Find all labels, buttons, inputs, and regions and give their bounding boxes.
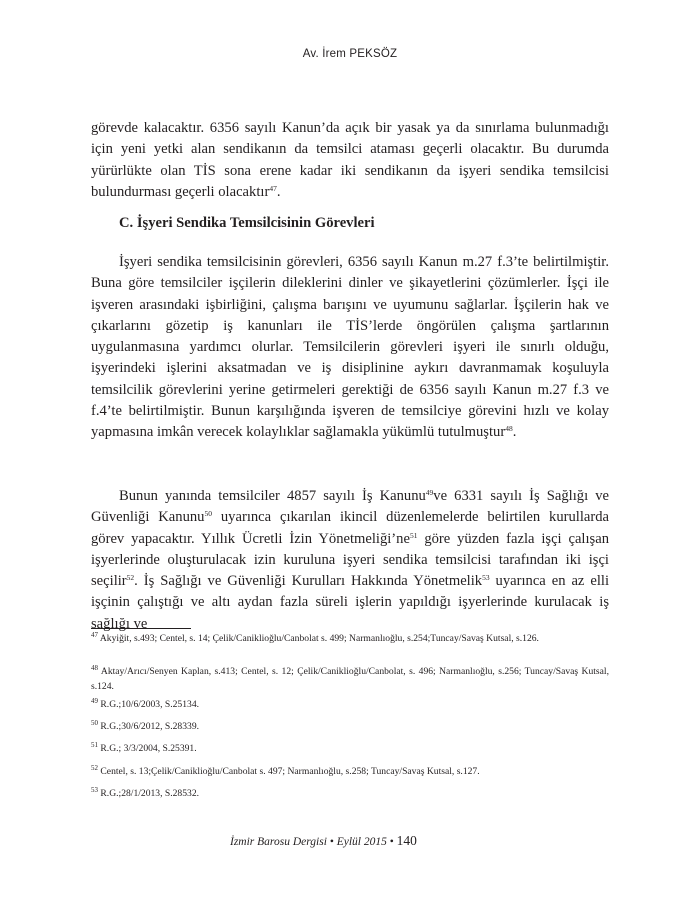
- paragraph-committees: Bunun yanında temsilciler 4857 sayılı İş Kanunu$^{49}$ve 6331 sayılı İş Sağlığı ve Güvenliği Kanunu$^{50}$ uyarınca çıkarılan ikincil düzenlemelerde belirtilen kurullarda görev yapacaktır. Yıllık Ücretli İzin $Yönetmeliği’ne^{51}$ göre yüzden fazla işçi çalışan işyerlerinde oluşturulacak izin kuruluna işyeri sendika temsilcisi tarafından iki işçi seçilir$^{52}$. İş Sağlığı ve Güvenliği Kurulları Hakkında Yönetmelik$^{53}$ uyarınca en az elli işçinin çalıştığı ve altı aydan fazla süreli işlerin yapıldığı işyerlerinde kurulacak iş sağlığı ve: [91, 488, 609, 632]
- footnote-ref: 47: [269, 183, 277, 193]
- page-number: 140: [396, 833, 417, 848]
- footnote-47: $^{47}$ Akyiğit, s.493; Centel, s. 14; Çelik/Caniklioğlu/Canbolat s. 499; Narmanlıoğlu, s.254;Tuncay/Savaş Kutsal, s.126.: [91, 631, 539, 644]
- issue-date: Eylül 2015: [336, 836, 387, 848]
- footnote-51: $^{51}$ R.G.; 3/3/2004, S.25391.: [91, 741, 197, 754]
- footer-separator: •: [329, 836, 334, 848]
- page-footer: [230, 833, 417, 849]
- footnote-ref: 51: [409, 530, 418, 540]
- footnote-52: $^{52}$ Centel, s. 13;Çelik/Caniklioğlu/Canbolat s. 497; Narmanlıoğlu, s.258; Tuncay/Savaş Kutsal, s.127.: [91, 764, 480, 777]
- footnote-ref: 49: [425, 488, 434, 497]
- footnote-50: $^{50}$ R.G.;30/6/2012, S.28339.: [91, 719, 200, 732]
- footnote-ref: 50: [204, 509, 212, 519]
- footnote-ref: 48: [505, 424, 513, 434]
- footnote-49: $^{49}$ R.G.;10/6/2003, S.25134.: [91, 697, 200, 710]
- footer-separator: •: [389, 836, 394, 848]
- paragraph-duties: İşyeri sendika temsilcisinin görevleri, 6356 sayılı Kanun m.27 f.3’te belirtilmiştir. Buna göre temsilciler işçilerin dileklerini dinler ve şikayetlerini çözümlerler. İşçi ile işveren arasındaki işbirliğini, çalışma barışını ve uyumunu sağlarlar. İşçilerin hak ve çıkarlarını gözetip iş kanunları ile TİS’lerde öngörülen çalışma şartlarının uygulanmasına yardımcı olurlar. Temsilcilerin görevleri işyeri ile sınırlı olduğu, işyerindeki işlerini aksatmadan ve iş disiplinine aykırı davranmamak koşuluyla temsilcilik görevlerini yerine getirmeleri gerektiği de 6356 sayılı Kanun m.27 f.3 ve f.4’te belirtilmiştir. Bunun karşılığında işveren de temsilciye görevini hızlı ve kolay yapmasına imkân verecek kolaylıklar sağlamakla yükümlü tutulmuştur$^{48}$.: [91, 254, 609, 441]
- journal-name: İzmir Barosu Dergisi: [230, 836, 327, 848]
- footnote-ref: 53: [482, 573, 490, 583]
- paragraph-continuation: görevde kalacaktır. 6356 sayılı Kanun’da açık bir yasak ya da sınırlama bulunmadığı için yeni yetki alan sendikanın da temsilci ataması geçerli olacaktır. Bu durumda yürürlükte olan TİS sona erene kadar iki sendikanın da işyeri sendika temsilcisi bulundurması geçerli olacaktır$^{47}$.: [91, 120, 609, 200]
- footnote-53: $^{53}$ R.G.;28/1/2013, S.28532.: [91, 786, 200, 799]
- footnote-separator: [91, 628, 191, 629]
- section-heading: C. İşyeri Sendika Temsilcisinin Görevleri: [119, 215, 375, 231]
- running-header: Av. İrem PEKSÖZ: [302, 48, 398, 60]
- footnote-ref: 52: [126, 573, 135, 583]
- footnote-48: $^{48}$ Aktay/Arıcı/Senyen Kaplan, s.413; Centel, s. 12; Çelik/Caniklioğlu/Canbolat, s. 496; Narmanlıoğlu, s.256; Tuncay/Savaş Kutsal, s.124.: [91, 664, 609, 692]
